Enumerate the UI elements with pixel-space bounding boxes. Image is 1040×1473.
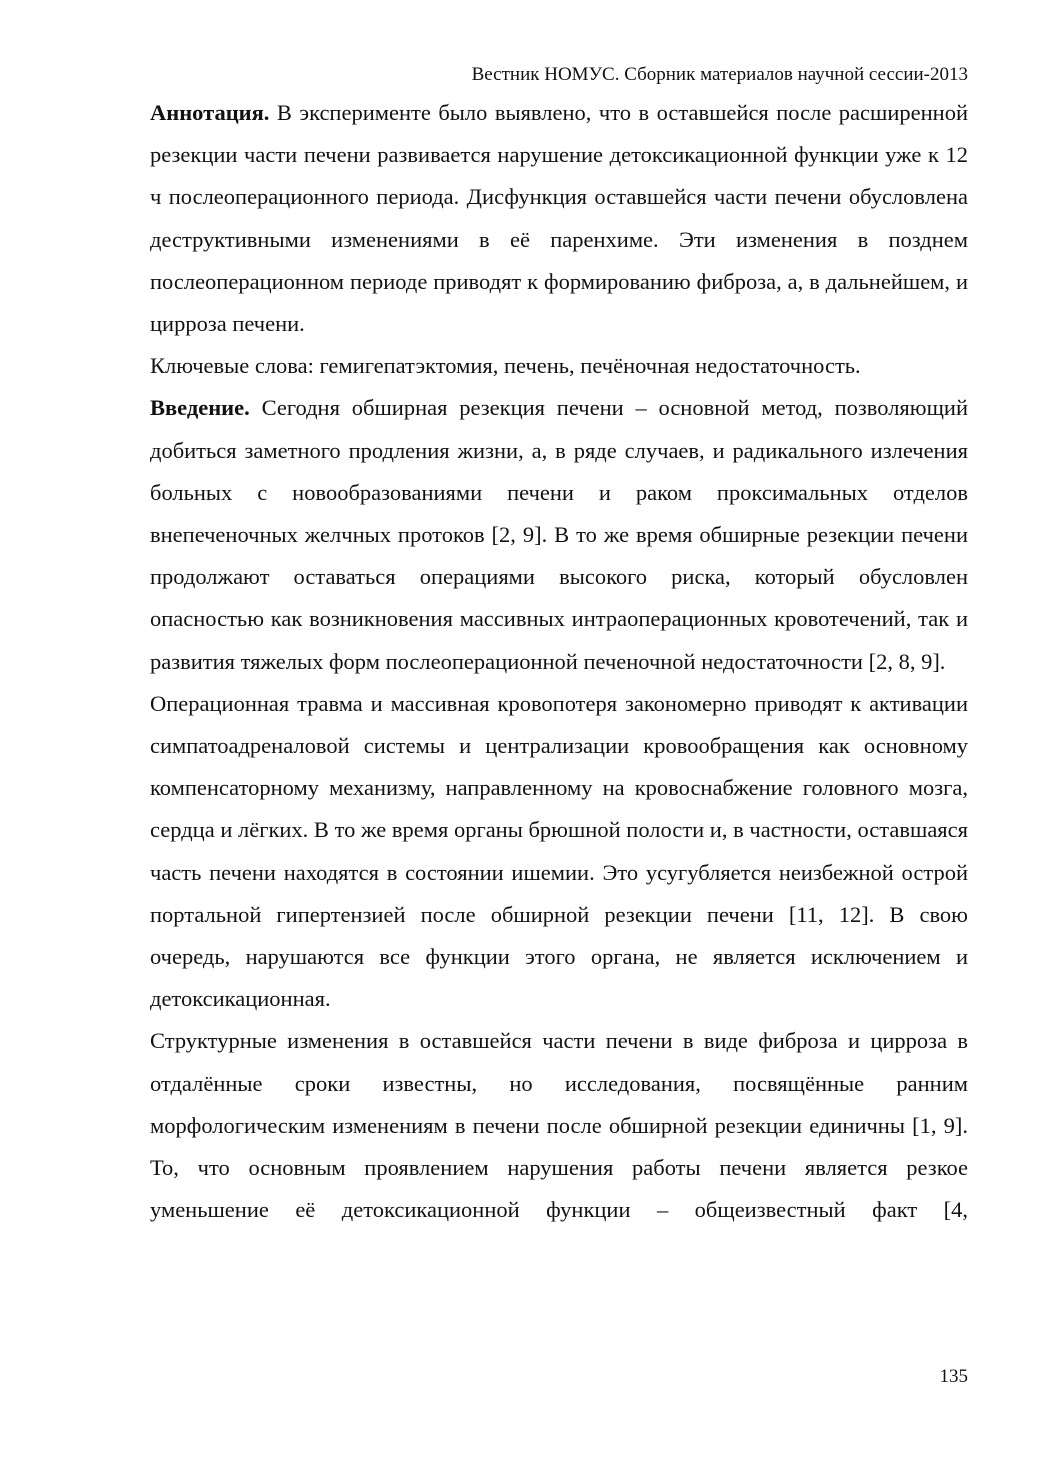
trauma-paragraph: Операционная травма и массивная кровопотеря закономерно приводят к активации симпатоадреналовой системы и централизации кровообращения как основному компенсаторному механизму, направленному на кровоснабжение головного мозга, сердца и лёгких. В то же время органы брюшной полости и, в частности, оставшаяся часть печени находятся в состоянии ишемии. Это усугубляется неизбежной острой портальной гипертензией после обширной резекции печени [11, 12]. В свою очередь, нарушаются все функции этого органа, не является исключением и детоксикационная. <box>150 690 968 1012</box>
page-number: 135 <box>939 1366 968 1387</box>
introduction-heading: Введение. <box>150 395 250 421</box>
abstract-heading: Аннотация. <box>150 100 270 125</box>
body-text <box>150 92 968 1231</box>
keywords-paragraph: Ключевые слова: гемигепатэктомия, печень, печёночная недостаточность. <box>150 353 861 379</box>
introduction-paragraph <box>150 387 968 682</box>
abstract-text: В эксперименте было выявлено, что в оставшейся после расширенной резекции части печени развивается нарушение детоксикационной функции уже к 12 ч послеоперационного периода. Дисфункция оставшейся части печени обусловлена деструктивными изменениями в её паренхиме. Эти изменения в позднем послеоперационном периоде приводят к формированию фиброза, а, в дальнейшем, и цирроза печени. <box>150 100 968 337</box>
abstract-paragraph <box>150 92 968 345</box>
structural-changes-paragraph: Структурные изменения в оставшейся части печени в виде фиброза и цирроза в отдалённые сроки известны, но исследования, посвящённые ранним морфологическим изменениям в печени после обширной резекции единичны [1, 9]. То, что основным проявлением нарушения работы печени является резкое уменьшение её детоксикационной функции – общеизвестный факт [4, <box>150 1028 968 1223</box>
running-header: Вестник НОМУС. Сборник материалов научной сессии-2013 <box>471 64 968 85</box>
introduction-text: Сегодня обширная резекция печени – основной метод, позволяющий добиться заметного продления жизни, а, в ряде случаев, и радикального излечения больных с новообразованиями печени и раком проксимальных отделов внепеченочных желчных протоков [2, 9]. В то же время обширные резекции печени продолжают оставаться операциями высокого риска, который обусловлен опасностью как возникновения массивных интраоперационных кровотечений, так и развития тяжелых форм послеоперационной печеночной недостаточности [2, 8, 9]. <box>150 395 968 674</box>
